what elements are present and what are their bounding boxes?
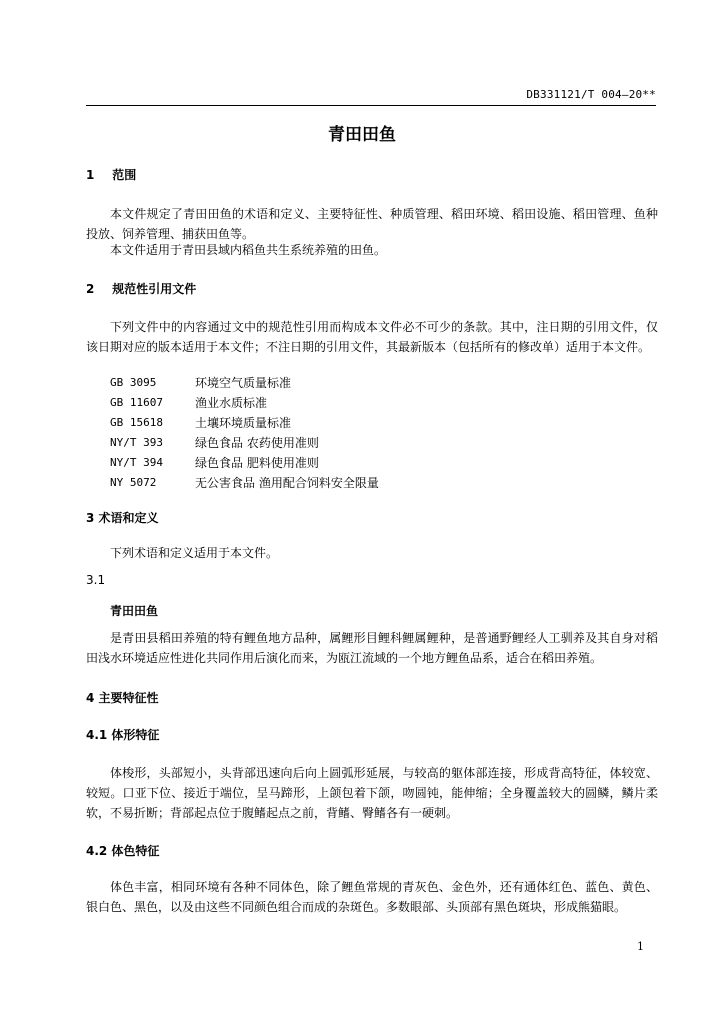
scope-paragraph-2: 本文件适用于青田县域内稻鱼共生系统养殖的田鱼。 bbox=[110, 243, 387, 257]
subsection-4-1-heading: 4.1 体形特征 bbox=[86, 728, 160, 742]
reference-item bbox=[86, 373, 658, 393]
reference-name: 环境空气质量标准 bbox=[195, 376, 292, 390]
reference-code: NY/T 394 bbox=[110, 456, 163, 469]
body-color-paragraph: 体色丰富，相同环境有各种不同体色，除了鲤鱼常规的青灰色、金色外，还有通体红色、蓝色、黄色、银白色、黑色，以及由这些不同颜色组合而成的杂斑色。多数眼部、头顶部有黑色斑块，形成熊猫眼。 bbox=[86, 880, 658, 914]
reference-item bbox=[86, 433, 658, 453]
section-number: 1 bbox=[86, 168, 95, 182]
reference-code: NY 5072 bbox=[110, 476, 157, 489]
term-name: 青田田鱼 bbox=[110, 604, 159, 618]
reference-name: 土壤环境质量标准 bbox=[195, 416, 292, 430]
section-2-heading bbox=[86, 280, 658, 297]
reference-list bbox=[86, 373, 658, 493]
document-title: 青田田鱼 bbox=[328, 125, 396, 145]
terms-intro: 下列术语和定义适用于本文件。 bbox=[110, 546, 279, 560]
section-4-heading: 4 主要特征性 bbox=[86, 691, 159, 705]
reference-code: GB 11607 bbox=[110, 396, 163, 409]
reference-code: GB 3095 bbox=[110, 376, 157, 389]
reference-name: 无公害食品 渔用配合饲料安全限量 bbox=[195, 476, 379, 490]
reference-name: 渔业水质标准 bbox=[195, 396, 268, 410]
reference-item bbox=[86, 473, 658, 493]
reference-code: GB 15618 bbox=[110, 416, 163, 429]
reference-item bbox=[86, 453, 658, 473]
section-title: 规范性引用文件 bbox=[112, 282, 197, 296]
reference-item bbox=[86, 393, 658, 413]
section-number: 2 bbox=[86, 282, 95, 296]
reference-name: 绿色食品 肥料使用准则 bbox=[195, 456, 319, 470]
reference-name: 绿色食品 农药使用准则 bbox=[195, 436, 319, 450]
subsection-3-1-number: 3.1 bbox=[86, 573, 106, 587]
page-number: 1 bbox=[637, 940, 644, 953]
reference-code: NY/T 393 bbox=[110, 436, 163, 449]
reference-item bbox=[86, 413, 658, 433]
section-title: 范围 bbox=[112, 168, 137, 182]
scope-paragraph-1: 本文件规定了青田田鱼的术语和定义、主要特征性、种质管理、稻田环境、稻田设施、稻田管理、鱼种投放、饲养管理、捕获田鱼等。 bbox=[86, 207, 658, 241]
section-1-heading bbox=[86, 166, 658, 183]
body-shape-paragraph: 体梭形，头部短小，头背部迅速向后向上圆弧形延展，与较高的躯体部连接，形成背高特征，体较宽、较短。口亚下位、接近于端位，呈马蹄形，上颌包着下颌，吻圆钝，能伸缩；全身覆盖较大的圆鳞，鳞片柔软，不易折断；背部起点位于腹鳍起点之前，背鳍、臀鳍各有一硬刺。 bbox=[86, 766, 658, 820]
header-rule bbox=[86, 105, 656, 106]
references-intro: 下列文件中的内容通过文中的规范性引用而构成本文件必不可少的条款。其中，注日期的引用文件，仅该日期对应的版本适用于本文件；不注日期的引用文件，其最新版本（包括所有的修改单）适用于本文件。 bbox=[86, 320, 658, 354]
section-3-heading: 3 术语和定义 bbox=[86, 511, 159, 525]
term-definition: 是青田县稻田养殖的特有鲤鱼地方品种，属鲤形目鲤科鲤属鲤种，是普通野鲤经人工驯养及其自身对稻田浅水环境适应性进化共同作用后演化而来，为瓯江流域的一个地方鲤鱼品系，适合在稻田养殖。 bbox=[86, 631, 658, 665]
subsection-4-2-heading: 4.2 体色特征 bbox=[86, 844, 160, 858]
document-number: DB331121/T 004—20** bbox=[526, 88, 656, 101]
